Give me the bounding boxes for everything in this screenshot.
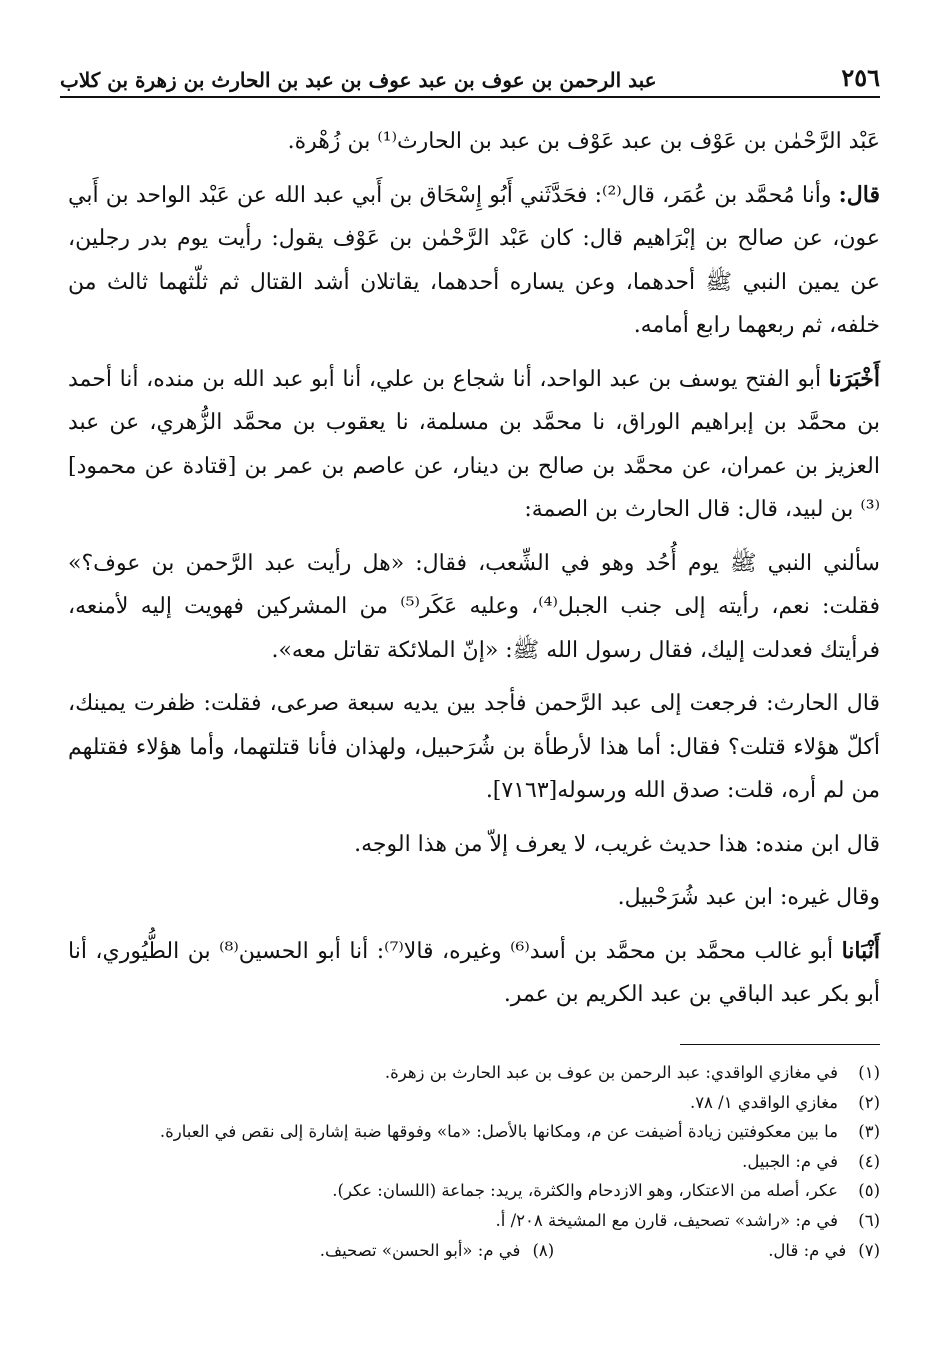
paragraph: قال ابن منده: هذا حديث غريب، لا يعرف إلاّ من هذا الوجه. [354,831,880,857]
paragraph: قال الحارث: فرجعت إلى عبد الرَّحمن فأجد بين يديه سبعة صرعى، فقلت: ظفرت يمينك، أكلّ هؤلاء قتلت؟ فقال: أما هذا لأرطأة بن شُرَحبيل، ولهذان فأنا قتلتهما، وأما هؤلاء فقتلهم من لم أره، قلت: صدق الله ورسوله[٧١٦٣]. [68,691,880,803]
footnote: (١) في مغازي الواقدي: عبد الرحمن بن عوف بن عبد الحارث بن زهرة. [384,1063,880,1082]
main-text [68,120,880,1027]
running-title: عبد الرحمن بن عوف بن عبد عوف بن عبد بن الحارث بن زهرة بن كلاب [60,68,657,92]
page-number: ٢٥٦ [841,63,880,92]
paragraph-lead: أَنْبَانا [841,937,880,964]
page-header [60,58,880,98]
paragraph-lead: أَخْبَرَنا [828,365,880,392]
paragraph: عَبْد الرَّحْمٰن بن عَوْف بن عبد عَوْف بن عبد بن الحارث⁽¹⁾ بن زُهْرة. [287,129,880,154]
footnote-divider [680,1044,880,1045]
footnote: (٥) عكر، أصله من الاعتكار، وهو الازدحام والكثرة، يريد: جماعة (اللسان: عكر). [332,1181,880,1201]
paragraph: أَنْبَانا أبو غالب محمَّد بن محمَّد بن أسد⁽⁶⁾ وغيره، قالا⁽⁷⁾: أنا أبو الحسين⁽⁸⁾ بن الطُّيُوري، أنا أبو بكر عبد الباقي بن عبد الكريم بن عمر. [68,937,880,1007]
paragraph-lead: قال: [838,181,880,208]
footnote: (٢) مغازي الواقدي ١/ ٧٨. [689,1092,880,1112]
paragraph: سألني النبي ﷺ يوم أُحُد وهو في الشِّعب، فقال: «هل رأيت عبد الرَّحمن بن عوف؟» فقلت: نعم، رأيته إلى جنب الجبل⁽⁴⁾، وعليه عَكَر⁽⁵⁾ من المشركين فهويت إليه لأمنعه، فرأيتك فعدلت إليك، فقال رسول الله ﷺ: «إنّ الملائكة تقاتل معه». [68,550,880,663]
footnote: (٣) ما بين معكوفتين زيادة أضيفت عن م، ومكانها بالأصل: «ما» وفوقها ضبة إشارة إلى نقص في العبارة. [159,1122,880,1142]
footnote-pair: (٧) في م: قال. (٨) في م: «أبو الحسن» تصحيف. [319,1240,880,1260]
paragraph: قال: وأنا مُحمَّد بن عُمَر، قال⁽²⁾: فحَدَّثَني أَبُو إِسْحَاق بن أَبي عبد الله عن عَبْد الواحد بن أَبي عون، عن صالح بن إبْرَاهيم قال: كان عَبْد الرَّحْمٰن بن عَوْف يقول: رأيت يوم بدر رجلين، عن يمين النبي ﷺ أحدهما، وعن يساره أحدهما، يقاتلان أشد القتال ثم ثلّثهما ثالث من خلفه، ثم ربعهما رابع أمامه. [68,181,880,338]
footnotes [120,1058,880,1265]
footnote: (٦) في م: «راشد» تصحيف، قارن مع المشيخة ٢٠٨/ أ. [495,1210,880,1230]
paragraph: وقال غيره: ابن عبد شُرَحْبيل. [617,885,880,910]
paragraph: أَخْبَرَنا أبو الفتح يوسف بن عبد الواحد، أنا شجاع بن علي، أنا أبو عبد الله بن منده، أنا أحمد بن محمَّد بن إبراهيم الوراق، نا محمَّد بن مسلمة، نا يعقوب بن محمَّد الزُّهري، عن عبد العزيز بن عمران، عن محمَّد بن صالح بن دينار، عن عاصم بن عمر بن [قتادة عن محمود]⁽³⁾ بن لبيد، قال: قال الحارث بن الصمة: [68,365,880,522]
footnote: (٤) في م: الجبيل. [742,1151,880,1171]
